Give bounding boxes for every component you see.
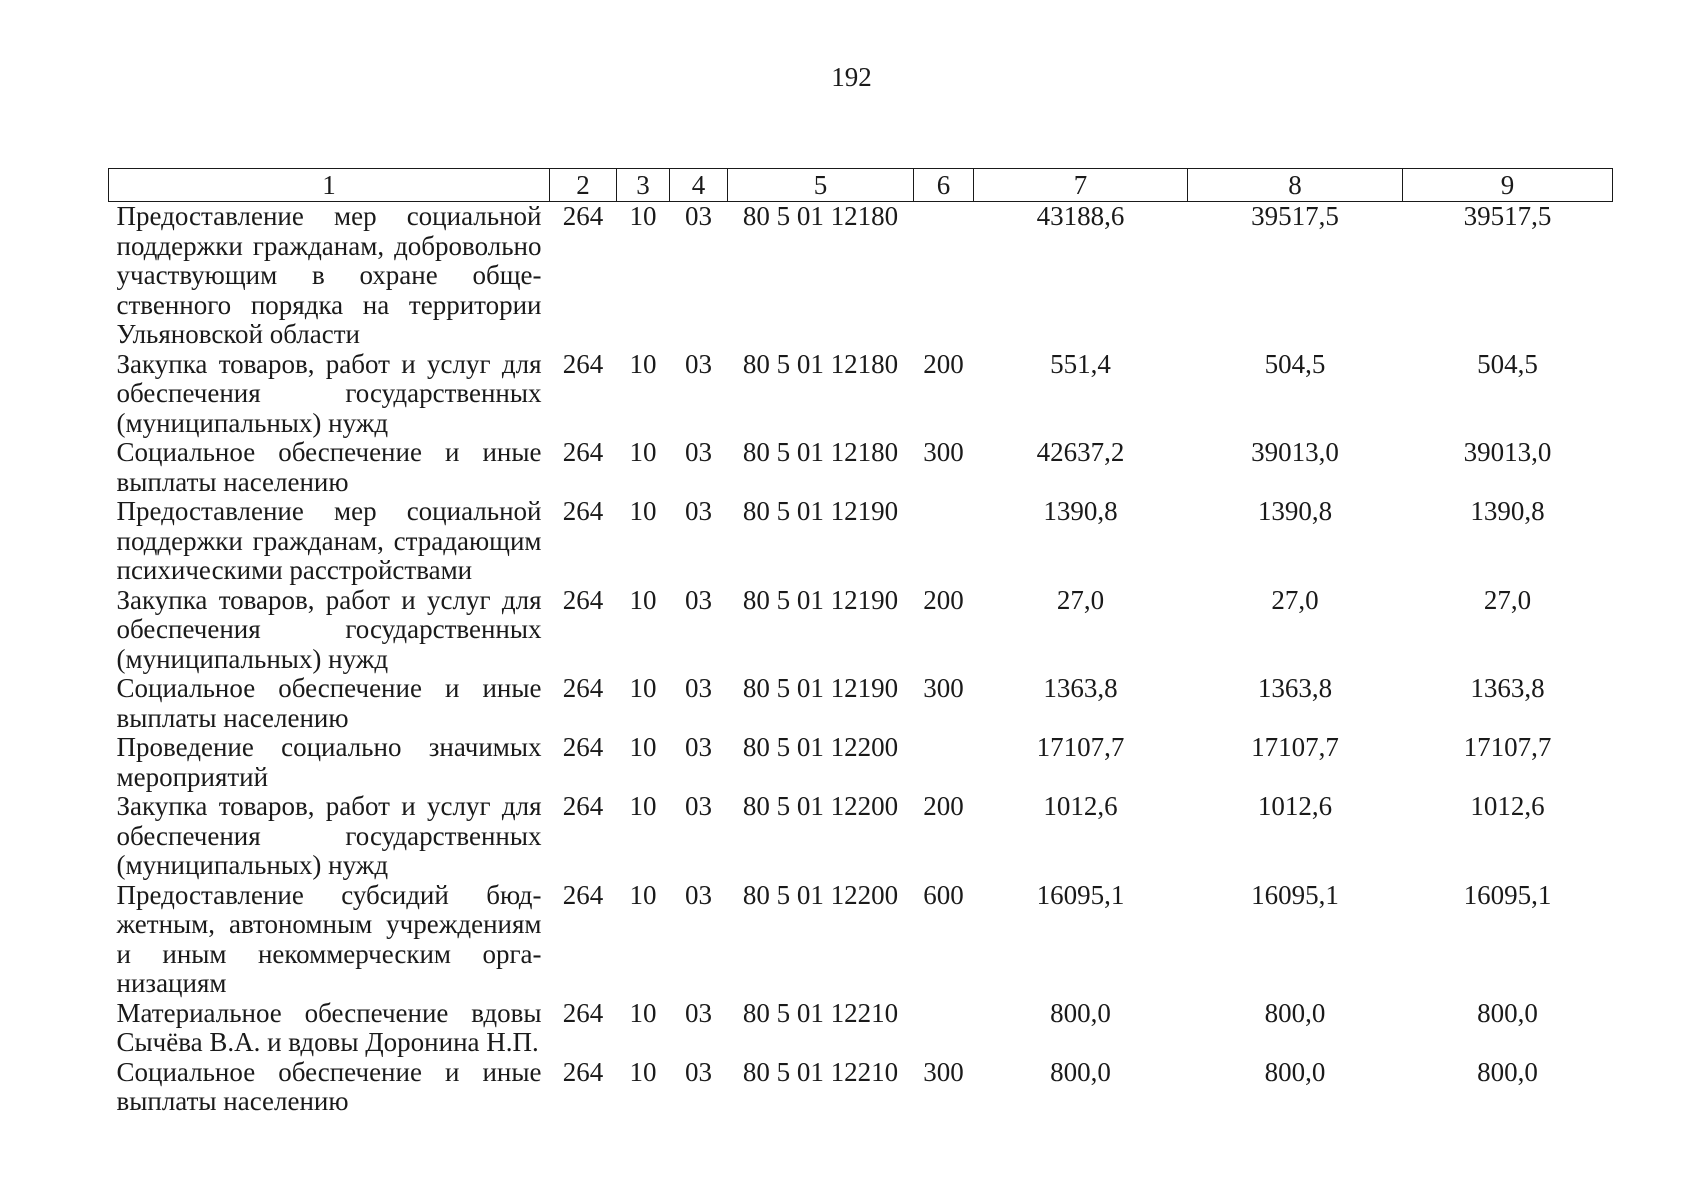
row-target-article: 80 5 01 12200 (742, 732, 899, 762)
row-amount-7: 27,0 (1056, 584, 1105, 615)
row-target-article: 80 5 01 12190 (742, 496, 899, 526)
row-name: Закупка товаров, работ и услуг для обеспечения государственных (муниципальных) нужд (116, 584, 542, 674)
row-section: 10 (629, 673, 657, 703)
row-section: 10 (629, 584, 657, 615)
row-expense-type (914, 733, 974, 792)
row-name: Социальное обеспечение и иные выплаты населению (116, 1056, 542, 1116)
row-amount-8: 16095,1 (1251, 879, 1339, 910)
row-name: Предоставление мер социальной поддержки гражданам, добровольно участвующим в охране общественного порядка на территории Ульяновской области (116, 201, 542, 349)
row-expense-type: 200 (923, 348, 964, 379)
row-subsection: 03 (685, 732, 712, 762)
row-section: 10 (629, 879, 657, 910)
row-subsection: 03 (685, 201, 712, 231)
table-row (109, 586, 1613, 675)
row-amount-8: 800,0 (1264, 997, 1326, 1028)
row-target-article: 80 5 01 12190 (742, 584, 899, 615)
row-amount-8: 1363,8 (1257, 673, 1333, 703)
row-amount-7: 1390,8 (1043, 496, 1118, 526)
row-admin-code: 264 (562, 201, 604, 231)
row-subsection: 03 (685, 791, 712, 821)
row-target-article: 80 5 01 12200 (742, 791, 899, 821)
table-row (109, 999, 1613, 1058)
row-amount-7: 43188,6 (1036, 201, 1125, 231)
page-number: 192 (831, 62, 872, 92)
row-subsection: 03 (685, 584, 712, 615)
row-section: 10 (629, 997, 657, 1028)
row-amount-8: 1390,8 (1257, 496, 1333, 526)
row-expense-type: 200 (923, 791, 964, 821)
row-name: Предоставление субсидий бюджетным, автономным учреждениям и иным некоммерческим организациям (116, 879, 542, 998)
row-admin-code: 264 (562, 879, 604, 910)
row-admin-code: 264 (562, 584, 604, 615)
row-admin-code: 264 (562, 791, 604, 821)
row-section: 10 (629, 1056, 657, 1087)
row-section: 10 (629, 791, 657, 821)
row-admin-code: 264 (562, 437, 604, 467)
row-amount-9: 39517,5 (1463, 201, 1552, 231)
row-section: 10 (629, 732, 657, 762)
row-expense-type: 300 (923, 1056, 964, 1087)
row-expense-type (914, 999, 974, 1058)
table-row (109, 202, 1613, 350)
table-row (109, 1058, 1613, 1117)
row-target-article: 80 5 01 12200 (742, 879, 899, 910)
table-row (109, 881, 1613, 999)
row-amount-9: 800,0 (1477, 997, 1538, 1028)
row-amount-8: 27,0 (1271, 584, 1319, 615)
row-target-article: 80 5 01 12210 (742, 997, 899, 1028)
row-subsection: 03 (685, 997, 712, 1028)
table-row (109, 350, 1613, 439)
header-cell-6: 6 (914, 169, 974, 202)
row-admin-code: 264 (562, 496, 604, 526)
row-expense-type (914, 497, 974, 586)
header-cell-1: 1 (109, 169, 550, 202)
row-target-article: 80 5 01 12180 (742, 437, 899, 467)
row-amount-8: 39013,0 (1251, 437, 1339, 467)
row-admin-code: 264 (562, 1056, 604, 1087)
header-cell-8: 8 (1188, 169, 1403, 202)
row-expense-type: 300 (923, 673, 964, 703)
row-target-article: 80 5 01 12180 (742, 201, 899, 231)
row-name: Проведение социально значимых мероприятий (116, 732, 542, 792)
row-target-article: 80 5 01 12190 (742, 673, 899, 703)
row-admin-code: 264 (562, 673, 604, 703)
row-target-article: 80 5 01 12210 (742, 1056, 899, 1087)
row-subsection: 03 (685, 1056, 712, 1087)
row-section: 10 (629, 496, 657, 526)
table-row (109, 497, 1613, 586)
header-cell-4: 4 (670, 169, 728, 202)
row-admin-code: 264 (562, 997, 604, 1028)
row-amount-9: 39013,0 (1463, 437, 1552, 467)
row-subsection: 03 (685, 673, 712, 703)
row-name: Социальное обеспечение и иные выплаты населению (116, 673, 542, 733)
row-amount-9: 1012,6 (1470, 791, 1545, 821)
row-admin-code: 264 (562, 348, 604, 379)
row-name: Социальное обеспечение и иные выплаты населению (116, 437, 542, 497)
table-row (109, 733, 1613, 792)
table-row (109, 674, 1613, 733)
row-amount-8: 1012,6 (1257, 791, 1333, 821)
row-amount-7: 800,0 (1050, 1056, 1111, 1087)
table-body (109, 202, 1613, 1117)
header-cell-3: 3 (617, 169, 670, 202)
row-amount-9: 16095,1 (1463, 879, 1552, 910)
row-name: Закупка товаров, работ и услуг для обеспечения государственных (муниципальных) нужд (116, 348, 542, 438)
row-expense-type (914, 202, 974, 350)
row-amount-9: 17107,7 (1463, 732, 1552, 762)
row-amount-7: 1363,8 (1043, 673, 1118, 703)
row-section: 10 (629, 348, 657, 379)
row-target-article: 80 5 01 12180 (742, 348, 899, 379)
row-amount-9: 504,5 (1477, 348, 1538, 379)
row-expense-type: 200 (923, 584, 964, 615)
row-amount-8: 800,0 (1264, 1056, 1326, 1087)
row-subsection: 03 (685, 879, 712, 910)
row-amount-9: 1390,8 (1470, 496, 1545, 526)
budget-table (108, 168, 1613, 1117)
row-amount-7: 800,0 (1050, 997, 1111, 1028)
row-amount-8: 17107,7 (1251, 732, 1339, 762)
row-subsection: 03 (685, 496, 712, 526)
row-name: Предоставление мер социальной поддержки гражданам, страдающим психическими расстройствами (116, 496, 542, 585)
table-row (109, 792, 1613, 881)
row-name: Материальное обеспечение вдовы Сычёва В.А. и вдовы Доронина Н.П. (116, 997, 542, 1057)
row-amount-7: 551,4 (1050, 348, 1111, 379)
row-amount-8: 504,5 (1264, 348, 1326, 379)
table-row (109, 438, 1613, 497)
row-section: 10 (629, 437, 657, 467)
row-expense-type: 600 (923, 879, 964, 910)
header-row (109, 169, 1613, 202)
row-subsection: 03 (685, 348, 712, 379)
row-amount-7: 17107,7 (1036, 732, 1125, 762)
table-header (109, 169, 1613, 202)
row-admin-code: 264 (562, 732, 604, 762)
row-amount-8: 39517,5 (1251, 201, 1339, 231)
row-amount-7: 42637,2 (1036, 437, 1125, 467)
row-amount-9: 1363,8 (1470, 673, 1545, 703)
header-cell-7: 7 (974, 169, 1188, 202)
header-cell-5: 5 (728, 169, 914, 202)
row-expense-type: 300 (923, 437, 964, 467)
row-amount-9: 27,0 (1483, 584, 1532, 615)
header-cell-2: 2 (550, 169, 617, 202)
row-subsection: 03 (685, 437, 712, 467)
row-amount-7: 1012,6 (1043, 791, 1118, 821)
row-amount-9: 800,0 (1477, 1056, 1538, 1087)
header-cell-9: 9 (1403, 169, 1613, 202)
row-name: Закупка товаров, работ и услуг для обеспечения государственных (муниципальных) нужд (116, 791, 542, 880)
row-section: 10 (629, 201, 657, 231)
row-amount-7: 16095,1 (1036, 879, 1125, 910)
